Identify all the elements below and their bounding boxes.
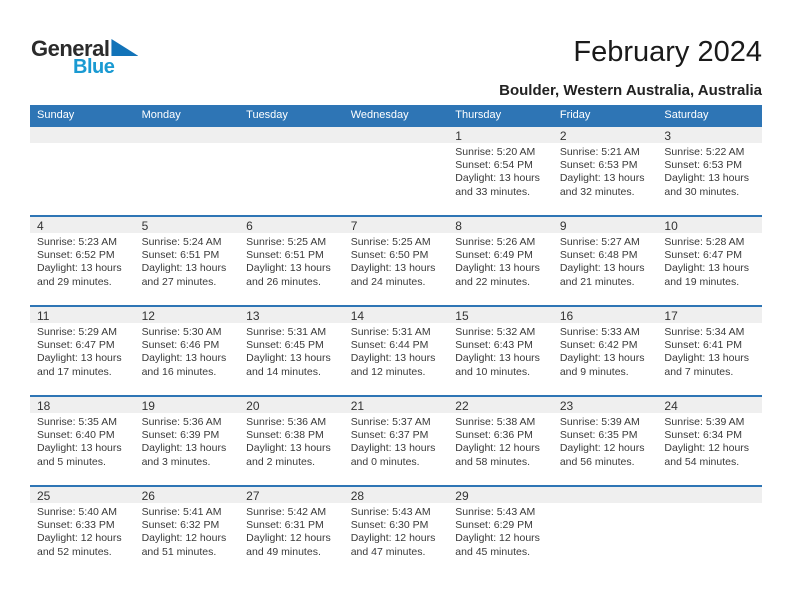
daylight-text-continued: and 32 minutes. [559, 185, 635, 198]
day-details [344, 323, 449, 379]
day-number-strip [344, 397, 449, 413]
sunset-text: Sunset: 6:47 PM [37, 339, 115, 352]
day-number: 18 [37, 399, 51, 413]
daylight-text-continued: and 54 minutes. [664, 455, 740, 468]
sunset-text: Sunset: 6:30 PM [350, 519, 429, 532]
day-details [657, 233, 762, 289]
day-cell [553, 307, 658, 395]
day-details [135, 503, 240, 559]
daylight-text-continued: and 9 minutes. [559, 365, 629, 378]
day-number-strip [553, 397, 658, 413]
day-cell-empty [657, 487, 762, 575]
day-details [239, 503, 344, 559]
day-number: 2 [559, 129, 567, 143]
sunrise-text: Sunrise: 5:39 AM [664, 416, 745, 428]
general-blue-logo [31, 38, 138, 77]
day-number: 21 [350, 399, 365, 413]
sunrise-text: Sunrise: 5:21 AM [559, 146, 640, 158]
day-details [135, 143, 240, 146]
logo-triangle-icon [111, 39, 138, 56]
week-row [30, 215, 762, 305]
day-number: 5 [141, 219, 149, 233]
day-cell [657, 307, 762, 395]
sunset-text: Sunset: 6:51 PM [246, 249, 324, 262]
sunrise-text: Sunrise: 5:32 AM [455, 326, 536, 338]
daylight-text: Daylight: 13 hours [455, 352, 540, 365]
sunset-text: Sunset: 6:42 PM [559, 339, 638, 352]
day-number-strip [239, 397, 344, 413]
day-cell-empty [135, 127, 240, 215]
logo-text-general: General [31, 36, 110, 61]
day-number: 17 [664, 309, 678, 323]
day-details [448, 413, 553, 469]
daylight-text-continued: and 30 minutes. [664, 185, 740, 198]
sunset-text: Sunset: 6:44 PM [350, 339, 429, 352]
day-number: 24 [664, 399, 678, 413]
day-cell [239, 307, 344, 395]
sunrise-text: Sunrise: 5:37 AM [350, 416, 431, 428]
sunrise-text: Sunrise: 5:35 AM [37, 416, 117, 428]
day-cell [30, 487, 135, 575]
day-details [553, 413, 658, 469]
day-cell [135, 397, 240, 485]
day-number-strip [344, 127, 449, 143]
day-number-strip [448, 397, 553, 413]
day-number-strip [239, 217, 344, 233]
sunset-text: Sunset: 6:50 PM [350, 249, 429, 262]
day-number: 7 [350, 219, 358, 233]
sunrise-text: Sunrise: 5:25 AM [350, 236, 431, 248]
day-number: 1 [455, 129, 462, 143]
day-number-strip [657, 127, 762, 143]
day-details [344, 143, 449, 146]
day-number: 15 [455, 309, 469, 323]
day-number: 26 [141, 489, 155, 503]
daylight-text-continued: and 19 minutes. [664, 275, 740, 288]
sunset-text: Sunset: 6:31 PM [246, 519, 324, 532]
day-number: 29 [455, 489, 469, 503]
daylight-text: Daylight: 13 hours [350, 352, 436, 365]
sunset-text: Sunset: 6:51 PM [141, 249, 220, 262]
day-details [657, 323, 762, 379]
daylight-text: Daylight: 13 hours [37, 262, 122, 275]
sunset-text: Sunset: 6:38 PM [246, 429, 324, 442]
day-cell [344, 487, 449, 575]
daylight-text: Daylight: 13 hours [559, 172, 645, 185]
day-cell [448, 217, 553, 305]
day-details [30, 503, 135, 559]
day-number: 4 [37, 219, 44, 233]
calendar [30, 105, 762, 575]
sunset-text: Sunset: 6:52 PM [37, 249, 115, 262]
sunset-text: Sunset: 6:39 PM [141, 429, 220, 442]
day-number-strip [657, 307, 762, 323]
daylight-text: Daylight: 12 hours [664, 442, 750, 455]
day-details [30, 233, 135, 289]
daylight-text-continued: and 7 minutes. [664, 365, 734, 378]
daylight-text-continued: and 47 minutes. [350, 545, 426, 558]
page-title: February 2024 [573, 36, 762, 68]
daylight-text: Daylight: 13 hours [559, 262, 645, 275]
day-cell [553, 217, 658, 305]
weekday-header-thursday: Thursday [455, 109, 502, 121]
logo-text-blue: Blue [73, 56, 115, 78]
day-cell [239, 217, 344, 305]
daylight-text: Daylight: 13 hours [37, 352, 122, 365]
day-number-strip [448, 127, 553, 143]
daylight-text: Daylight: 13 hours [246, 262, 331, 275]
day-number: 28 [350, 489, 365, 503]
day-cell-empty [344, 127, 449, 215]
daylight-text-continued: and 10 minutes. [455, 365, 530, 378]
day-number-strip [30, 217, 135, 233]
day-number-strip [553, 307, 658, 323]
sunrise-text: Sunrise: 5:26 AM [455, 236, 536, 248]
day-number: 10 [664, 219, 678, 233]
day-cell-empty [30, 127, 135, 215]
day-number-strip [553, 217, 658, 233]
page-subtitle: Boulder, Western Australia, Australia [499, 82, 762, 99]
day-number: 13 [246, 309, 260, 323]
day-number: 9 [559, 219, 567, 233]
day-number-strip [30, 127, 135, 143]
daylight-text-continued: and 52 minutes. [37, 545, 112, 558]
sunrise-text: Sunrise: 5:40 AM [37, 506, 117, 518]
day-cell [448, 307, 553, 395]
day-details [448, 503, 553, 559]
day-number: 3 [664, 129, 672, 143]
daylight-text-continued: and 49 minutes. [246, 545, 321, 558]
day-number: 8 [455, 219, 462, 233]
daylight-text: Daylight: 13 hours [455, 262, 540, 275]
daylight-text-continued: and 16 minutes. [141, 365, 217, 378]
day-cell [657, 127, 762, 215]
sunset-text: Sunset: 6:53 PM [559, 159, 638, 172]
weekday-header-row [30, 105, 762, 125]
day-cell [344, 307, 449, 395]
day-cell [135, 217, 240, 305]
day-details [239, 233, 344, 289]
sunrise-text: Sunrise: 5:25 AM [246, 236, 327, 248]
day-details [30, 143, 135, 146]
daylight-text-continued: and 21 minutes. [559, 275, 635, 288]
sunrise-text: Sunrise: 5:36 AM [246, 416, 327, 428]
day-details [448, 323, 553, 379]
daylight-text: Daylight: 13 hours [664, 172, 750, 185]
sunset-text: Sunset: 6:35 PM [559, 429, 638, 442]
day-number-strip [135, 397, 240, 413]
daylight-text: Daylight: 13 hours [559, 352, 645, 365]
daylight-text: Daylight: 13 hours [664, 352, 750, 365]
sunset-text: Sunset: 6:34 PM [664, 429, 743, 442]
day-cell [135, 307, 240, 395]
day-number-strip [135, 487, 240, 503]
sunrise-text: Sunrise: 5:30 AM [141, 326, 222, 338]
day-number: 23 [559, 399, 574, 413]
day-cell [344, 397, 449, 485]
sunrise-text: Sunrise: 5:41 AM [141, 506, 222, 518]
sunset-text: Sunset: 6:49 PM [455, 249, 533, 262]
day-number-strip [135, 127, 240, 143]
daylight-text-continued: and 17 minutes. [37, 365, 112, 378]
daylight-text-continued: and 22 minutes. [455, 275, 530, 288]
sunrise-text: Sunrise: 5:28 AM [664, 236, 745, 248]
day-number: 12 [141, 309, 155, 323]
day-details [657, 413, 762, 469]
day-details [553, 323, 658, 379]
day-cell-empty [553, 487, 658, 575]
sunset-text: Sunset: 6:47 PM [664, 249, 743, 262]
sunrise-text: Sunrise: 5:43 AM [455, 506, 536, 518]
day-cell [448, 487, 553, 575]
daylight-text: Daylight: 13 hours [455, 172, 540, 185]
daylight-text-continued: and 58 minutes. [455, 455, 530, 468]
weekday-header-monday: Monday [141, 109, 181, 121]
daylight-text-continued: and 45 minutes. [455, 545, 530, 558]
day-number: 6 [246, 219, 253, 233]
day-details [135, 233, 240, 289]
day-number: 14 [350, 309, 365, 323]
sunset-text: Sunset: 6:45 PM [246, 339, 324, 352]
day-details [657, 503, 762, 506]
day-details [448, 143, 553, 199]
daylight-text-continued: and 3 minutes. [141, 455, 211, 468]
daylight-text: Daylight: 13 hours [246, 442, 331, 455]
weekday-header-friday: Friday [559, 109, 591, 121]
sunrise-text: Sunrise: 5:38 AM [455, 416, 536, 428]
day-details [344, 503, 449, 559]
day-number-strip [553, 487, 658, 503]
day-cell [657, 217, 762, 305]
daylight-text: Daylight: 13 hours [246, 352, 331, 365]
day-number-strip [448, 307, 553, 323]
day-number-strip [344, 307, 449, 323]
sunrise-text: Sunrise: 5:39 AM [559, 416, 640, 428]
day-number-strip [135, 217, 240, 233]
day-number-strip [239, 127, 344, 143]
daylight-text-continued: and 24 minutes. [350, 275, 426, 288]
sunrise-text: Sunrise: 5:36 AM [141, 416, 222, 428]
day-details [239, 413, 344, 469]
day-cell [553, 397, 658, 485]
week-row [30, 485, 762, 575]
day-number-strip [448, 217, 553, 233]
day-cell [30, 217, 135, 305]
sunrise-text: Sunrise: 5:34 AM [664, 326, 745, 338]
daylight-text: Daylight: 13 hours [350, 442, 436, 455]
day-number-strip [135, 307, 240, 323]
daylight-text: Daylight: 13 hours [141, 352, 227, 365]
day-cell [239, 487, 344, 575]
day-number-strip [657, 217, 762, 233]
sunset-text: Sunset: 6:53 PM [664, 159, 743, 172]
day-cell [239, 397, 344, 485]
day-cell [448, 127, 553, 215]
day-number-strip [553, 127, 658, 143]
weekday-header-sunday: Sunday [37, 109, 75, 121]
day-details [344, 233, 449, 289]
sunset-text: Sunset: 6:54 PM [455, 159, 533, 172]
daylight-text: Daylight: 12 hours [455, 532, 540, 545]
day-cell-empty [239, 127, 344, 215]
sunset-text: Sunset: 6:29 PM [455, 519, 533, 532]
day-details [553, 143, 658, 199]
sunset-text: Sunset: 6:36 PM [455, 429, 533, 442]
daylight-text: Daylight: 13 hours [350, 262, 436, 275]
daylight-text: Daylight: 12 hours [37, 532, 122, 545]
sunrise-text: Sunrise: 5:22 AM [664, 146, 745, 158]
day-details [344, 413, 449, 469]
sunrise-text: Sunrise: 5:31 AM [246, 326, 327, 338]
day-number-strip [239, 487, 344, 503]
daylight-text: Daylight: 12 hours [141, 532, 227, 545]
daylight-text: Daylight: 12 hours [455, 442, 540, 455]
daylight-text-continued: and 26 minutes. [246, 275, 321, 288]
day-cell [657, 397, 762, 485]
day-number: 27 [246, 489, 260, 503]
sunrise-text: Sunrise: 5:20 AM [455, 146, 536, 158]
day-number-strip [657, 397, 762, 413]
sunrise-text: Sunrise: 5:42 AM [246, 506, 327, 518]
day-number-strip [344, 487, 449, 503]
header-titles [499, 36, 762, 99]
day-details [448, 233, 553, 289]
sunrise-text: Sunrise: 5:33 AM [559, 326, 640, 338]
day-number: 22 [455, 399, 469, 413]
day-number: 19 [141, 399, 155, 413]
day-number-strip [30, 487, 135, 503]
day-number-strip [657, 487, 762, 503]
day-details [30, 413, 135, 469]
daylight-text-continued: and 56 minutes. [559, 455, 635, 468]
day-cell [135, 487, 240, 575]
sunset-text: Sunset: 6:43 PM [455, 339, 533, 352]
daylight-text-continued: and 14 minutes. [246, 365, 321, 378]
daylight-text: Daylight: 12 hours [246, 532, 331, 545]
week-row [30, 395, 762, 485]
sunrise-text: Sunrise: 5:31 AM [350, 326, 431, 338]
day-cell [553, 127, 658, 215]
day-details [30, 323, 135, 379]
sunset-text: Sunset: 6:46 PM [141, 339, 220, 352]
day-number-strip [30, 307, 135, 323]
sunrise-text: Sunrise: 5:43 AM [350, 506, 431, 518]
week-row [30, 125, 762, 215]
day-cell [448, 397, 553, 485]
daylight-text-continued: and 2 minutes. [246, 455, 316, 468]
daylight-text: Daylight: 12 hours [350, 532, 436, 545]
week-row [30, 305, 762, 395]
day-number-strip [239, 307, 344, 323]
day-number: 16 [559, 309, 574, 323]
weekday-header-tuesday: Tuesday [246, 109, 288, 121]
sunrise-text: Sunrise: 5:27 AM [559, 236, 640, 248]
day-details [553, 233, 658, 289]
sunset-text: Sunset: 6:48 PM [559, 249, 638, 262]
sunset-text: Sunset: 6:33 PM [37, 519, 115, 532]
day-number-strip [448, 487, 553, 503]
day-details [553, 503, 658, 506]
sunrise-text: Sunrise: 5:24 AM [141, 236, 222, 248]
day-number-strip [30, 397, 135, 413]
sunset-text: Sunset: 6:41 PM [664, 339, 743, 352]
sunrise-text: Sunrise: 5:29 AM [37, 326, 117, 338]
day-details [135, 413, 240, 469]
sunset-text: Sunset: 6:32 PM [141, 519, 220, 532]
daylight-text: Daylight: 13 hours [37, 442, 122, 455]
day-cell [30, 397, 135, 485]
sunset-text: Sunset: 6:40 PM [37, 429, 115, 442]
day-details [657, 143, 762, 199]
daylight-text-continued: and 33 minutes. [455, 185, 530, 198]
daylight-text-continued: and 51 minutes. [141, 545, 217, 558]
day-cell [344, 217, 449, 305]
sunrise-text: Sunrise: 5:23 AM [37, 236, 117, 248]
daylight-text-continued: and 0 minutes. [350, 455, 420, 468]
daylight-text-continued: and 5 minutes. [37, 455, 106, 468]
day-details [239, 323, 344, 379]
day-number: 11 [37, 309, 50, 323]
daylight-text: Daylight: 13 hours [141, 442, 227, 455]
day-number: 20 [246, 399, 260, 413]
daylight-text-continued: and 12 minutes. [350, 365, 426, 378]
weekday-header-saturday: Saturday [664, 109, 709, 121]
sunset-text: Sunset: 6:37 PM [350, 429, 429, 442]
weekday-header-wednesday: Wednesday [350, 109, 409, 121]
daylight-text: Daylight: 12 hours [559, 442, 645, 455]
day-number-strip [344, 217, 449, 233]
daylight-text-continued: and 27 minutes. [141, 275, 217, 288]
calendar-grid [30, 125, 762, 575]
day-details [135, 323, 240, 379]
daylight-text: Daylight: 13 hours [664, 262, 750, 275]
day-number: 25 [37, 489, 51, 503]
daylight-text: Daylight: 13 hours [141, 262, 227, 275]
day-cell [30, 307, 135, 395]
day-details [239, 143, 344, 146]
daylight-text-continued: and 29 minutes. [37, 275, 112, 288]
